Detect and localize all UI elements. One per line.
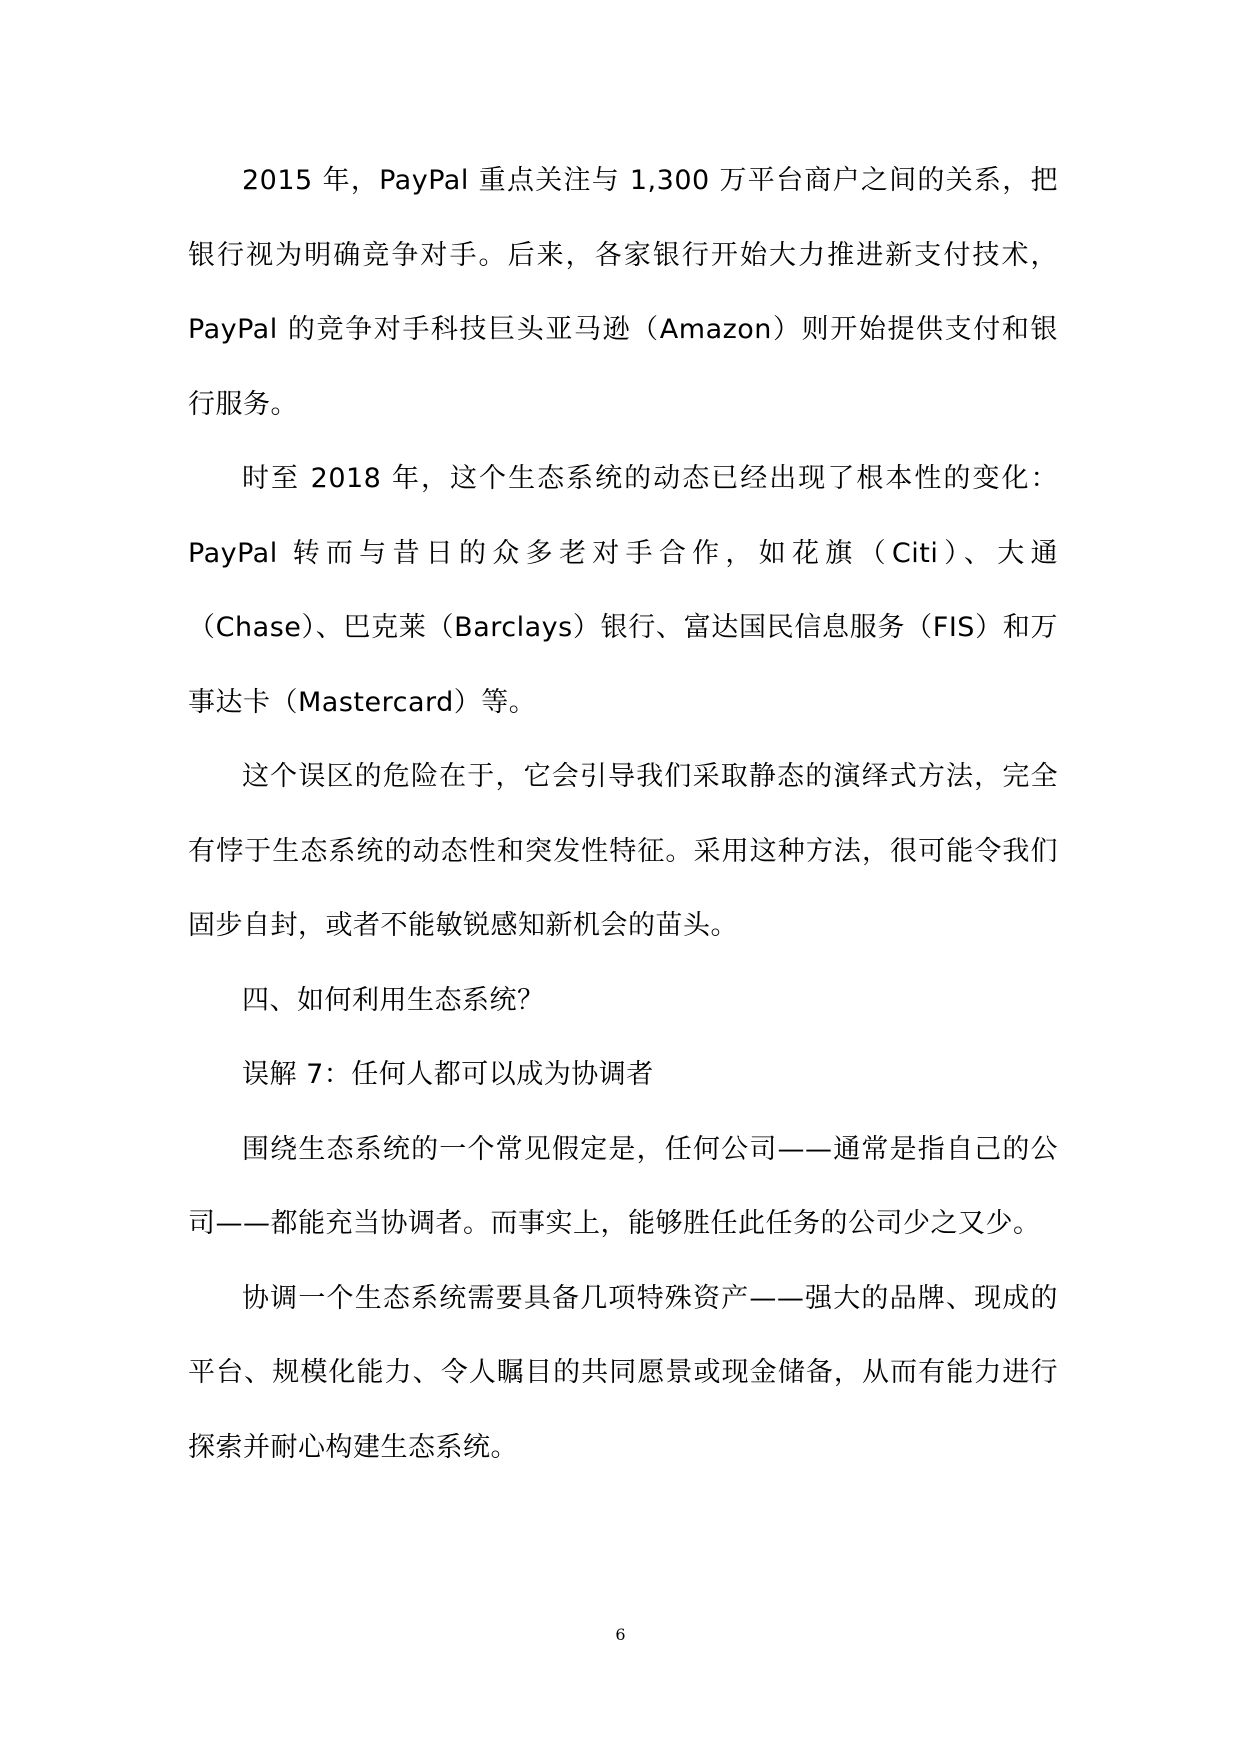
misconception-heading-7: 误解 7：任何人都可以成为协调者 [242,1059,654,1090]
paragraph-paypal-2015: 2015 年，PayPal 重点关注与 1,300 万平台商户之间的关系，把银行视为明确竞争对手。后来，各家银行开始大力推进新支付技术，PayPal 的竞争对手科技巨头亚马逊（Amazon）则开始提供支付和银行服务。 [188,165,1058,420]
paragraph-static-approach-risk: 这个误区的危险在于，它会引导我们采取静态的演绎式方法，完全有悖于生态系统的动态性和突发性特征。采用这种方法，很可能令我们固步自封，或者不能敏锐感知新机会的苗头。 [188,761,1058,941]
paragraph-ecosystem-2018: 时至 2018 年，这个生态系统的动态已经出现了根本性的变化：PayPal 转而与昔日的众多老对手合作，如花旗（Citi）、大通（Chase）、巴克莱（Barclays）银行、富达国民信息服务（FIS）和万事达卡（Mastercard）等。 [188,463,1058,718]
paragraph-orchestrator-assets: 协调一个生态系统需要具备几项特殊资产——强大的品牌、现成的平台、规模化能力、令人瞩目的共同愿景或现金储备，从而有能力进行探索并耐心构建生态系统。 [188,1282,1058,1463]
section-heading-how-to-use-ecosystem: 四、如何利用生态系统？ [242,984,545,1016]
document-body [188,144,1058,1485]
page-number: 6 [615,1625,626,1644]
paragraph-orchestrator-assumption: 围绕生态系统的一个常见假定是，任何公司——通常是指自己的公司——都能充当协调者。而事实上，能够胜任此任务的公司少之又少。 [188,1133,1058,1239]
